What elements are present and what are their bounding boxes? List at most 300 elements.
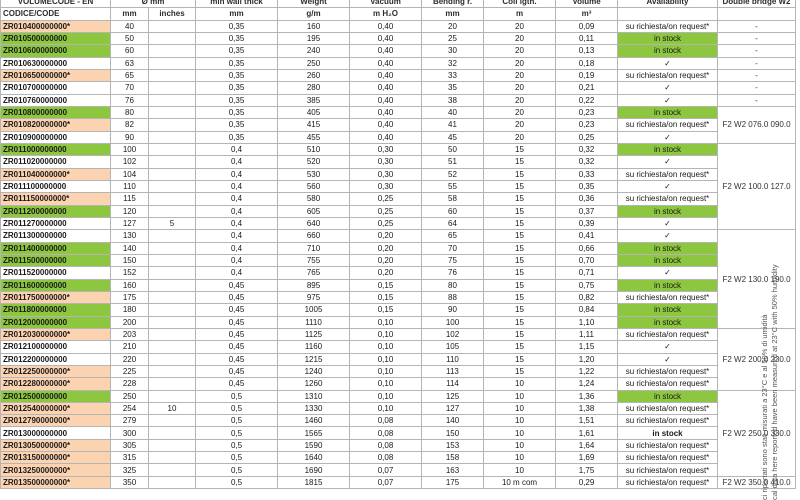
- table-row: [1, 328, 796, 340]
- table-row: [1, 143, 796, 155]
- col-header-diameter: Ø mm: [111, 0, 196, 8]
- col-header-bridge: Double bridge W2: [718, 0, 796, 8]
- diameter-mm-cell: 76: [111, 94, 149, 106]
- diameter-mm-cell: 70: [111, 82, 149, 94]
- unit-vacuum: m H₂O: [350, 8, 422, 20]
- side-note-it: ci riportati sono stati misurati a 23°C e al 50% di umidità: [760, 314, 769, 500]
- bending-cell: 35: [422, 82, 484, 94]
- vacuum-cell: 0,30: [350, 156, 422, 168]
- product-code-cell: ZR012100000000: [1, 341, 111, 353]
- wall-cell: 0,4: [196, 156, 278, 168]
- bending-cell: 33: [422, 69, 484, 81]
- availability-cell: in stock: [618, 32, 718, 44]
- product-code-cell: ZR013150000000*: [1, 452, 111, 464]
- diameter-mm-cell: 150: [111, 254, 149, 266]
- volume-cell: 0,35: [556, 180, 618, 192]
- diameter-mm-cell: 250: [111, 390, 149, 402]
- coil-cell: 15: [484, 230, 556, 242]
- diameter-mm-cell: 115: [111, 193, 149, 205]
- table-body: [1, 20, 796, 488]
- product-code-cell: ZR012030000000*: [1, 328, 111, 340]
- unit-inches: inches: [149, 8, 196, 20]
- table-row: [1, 205, 796, 217]
- volume-cell: 0,71: [556, 267, 618, 279]
- weight-cell: 1125: [278, 328, 350, 340]
- weight-cell: 530: [278, 168, 350, 180]
- side-note: [760, 40, 780, 500]
- diameter-mm-cell: 225: [111, 365, 149, 377]
- diameter-inch-cell: [149, 143, 196, 155]
- table-row: [1, 304, 796, 316]
- product-code-cell: ZR010760000000: [1, 94, 111, 106]
- coil-cell: 15: [484, 365, 556, 377]
- availability-cell: ✓: [618, 57, 718, 69]
- bridge-group-cell: F2 W2 100.0 127.0: [718, 143, 796, 229]
- weight-cell: 640: [278, 217, 350, 229]
- weight-cell: 765: [278, 267, 350, 279]
- diameter-inch-cell: [149, 267, 196, 279]
- diameter-inch-cell: [149, 57, 196, 69]
- diameter-inch-cell: [149, 304, 196, 316]
- table-row: [1, 415, 796, 427]
- wall-cell: 0,5: [196, 476, 278, 488]
- coil-cell: 10: [484, 452, 556, 464]
- availability-cell: su richiesta/on request*: [618, 20, 718, 32]
- weight-cell: 250: [278, 57, 350, 69]
- diameter-mm-cell: 300: [111, 427, 149, 439]
- diameter-mm-cell: 315: [111, 452, 149, 464]
- unit-wall: mm: [196, 8, 278, 20]
- bending-cell: 20: [422, 20, 484, 32]
- coil-cell: 20: [484, 69, 556, 81]
- wall-cell: 0,45: [196, 353, 278, 365]
- bending-cell: 150: [422, 427, 484, 439]
- diameter-inch-cell: [149, 94, 196, 106]
- availability-cell: in stock: [618, 45, 718, 57]
- wall-cell: 0,5: [196, 439, 278, 451]
- availability-cell: su richiesta/on request*: [618, 415, 718, 427]
- table-row: [1, 378, 796, 390]
- availability-cell: ✓: [618, 353, 718, 365]
- coil-cell: 10: [484, 402, 556, 414]
- bending-cell: 88: [422, 291, 484, 303]
- weight-cell: 1815: [278, 476, 350, 488]
- wall-cell: 0,4: [196, 205, 278, 217]
- availability-cell: ✓: [618, 131, 718, 143]
- table-row: [1, 353, 796, 365]
- bridge-group-cell: F2 W2 200.0 230.0: [718, 328, 796, 390]
- header-row-top: [1, 0, 796, 8]
- unit-weight: g/m: [278, 8, 350, 20]
- availability-cell: su richiesta/on request*: [618, 119, 718, 131]
- diameter-inch-cell: [149, 427, 196, 439]
- bending-cell: 58: [422, 193, 484, 205]
- wall-cell: 0,4: [196, 217, 278, 229]
- diameter-inch-cell: 5: [149, 217, 196, 229]
- coil-cell: 20: [484, 94, 556, 106]
- wall-cell: 0,45: [196, 365, 278, 377]
- vacuum-cell: 0,10: [350, 341, 422, 353]
- product-code-cell: ZR010400000000*: [1, 20, 111, 32]
- bending-cell: 45: [422, 131, 484, 143]
- bending-cell: 125: [422, 390, 484, 402]
- vacuum-cell: 0,25: [350, 217, 422, 229]
- product-code-cell: ZR011040000000*: [1, 168, 111, 180]
- table-row: [1, 106, 796, 118]
- table-row: [1, 82, 796, 94]
- bridge-cell: -: [718, 20, 796, 32]
- diameter-inch-cell: [149, 45, 196, 57]
- availability-cell: in stock: [618, 316, 718, 328]
- diameter-inch-cell: [149, 230, 196, 242]
- bridge-group-cell: F2 W2 130.0 190.0: [718, 230, 796, 329]
- coil-cell: 20: [484, 131, 556, 143]
- weight-cell: 455: [278, 131, 350, 143]
- weight-cell: 1565: [278, 427, 350, 439]
- bending-cell: 100: [422, 316, 484, 328]
- volume-cell: 0,18: [556, 57, 618, 69]
- coil-cell: 15: [484, 180, 556, 192]
- product-code-cell: ZR011400000000: [1, 242, 111, 254]
- availability-cell: su richiesta/on request*: [618, 452, 718, 464]
- wall-cell: 0,35: [196, 20, 278, 32]
- volume-cell: 0,13: [556, 45, 618, 57]
- table-row: [1, 168, 796, 180]
- wall-cell: 0,4: [196, 230, 278, 242]
- availability-cell: ✓: [618, 156, 718, 168]
- wall-cell: 0,35: [196, 69, 278, 81]
- coil-cell: 20: [484, 119, 556, 131]
- diameter-inch-cell: [149, 353, 196, 365]
- table-row: [1, 119, 796, 131]
- diameter-mm-cell: 50: [111, 32, 149, 44]
- coil-cell: 15: [484, 291, 556, 303]
- diameter-mm-cell: 82: [111, 119, 149, 131]
- volume-cell: 0,32: [556, 143, 618, 155]
- product-code-cell: ZR010500000000: [1, 32, 111, 44]
- product-code-cell: ZR012250000000*: [1, 365, 111, 377]
- vacuum-cell: 0,40: [350, 69, 422, 81]
- diameter-inch-cell: [149, 106, 196, 118]
- availability-cell: in stock: [618, 242, 718, 254]
- wall-cell: 0,45: [196, 378, 278, 390]
- vacuum-cell: 0,10: [350, 402, 422, 414]
- unit-mm: mm: [111, 8, 149, 20]
- coil-cell: 10: [484, 427, 556, 439]
- table-row: [1, 476, 796, 488]
- volume-cell: 1,61: [556, 427, 618, 439]
- product-code-cell: ZR011100000000: [1, 180, 111, 192]
- diameter-mm-cell: 65: [111, 69, 149, 81]
- wall-cell: 0,35: [196, 45, 278, 57]
- vacuum-cell: 0,40: [350, 119, 422, 131]
- diameter-mm-cell: 140: [111, 242, 149, 254]
- diameter-mm-cell: 63: [111, 57, 149, 69]
- bending-cell: 40: [422, 106, 484, 118]
- diameter-inch-cell: [149, 390, 196, 402]
- bridge-group-cell: F2 W2 250.0 330.0: [718, 390, 796, 476]
- coil-cell: 10 m com: [484, 476, 556, 488]
- vacuum-cell: 0,30: [350, 180, 422, 192]
- diameter-inch-cell: [149, 341, 196, 353]
- vacuum-cell: 0,30: [350, 143, 422, 155]
- wall-cell: 0,35: [196, 82, 278, 94]
- product-code-cell: ZR013050000000*: [1, 439, 111, 451]
- coil-cell: 20: [484, 106, 556, 118]
- unit-bending: mm: [422, 8, 484, 20]
- availability-cell: ✓: [618, 180, 718, 192]
- coil-cell: 15: [484, 304, 556, 316]
- weight-cell: 510: [278, 143, 350, 155]
- wall-cell: 0,4: [196, 143, 278, 155]
- table-row: [1, 316, 796, 328]
- coil-cell: 10: [484, 390, 556, 402]
- product-code-cell: ZR012280000000*: [1, 378, 111, 390]
- product-code-cell: ZR010630000000: [1, 57, 111, 69]
- volume-cell: 1,75: [556, 464, 618, 476]
- wall-cell: 0,45: [196, 328, 278, 340]
- vacuum-cell: 0,20: [350, 254, 422, 266]
- table-row: [1, 439, 796, 451]
- table-row: [1, 156, 796, 168]
- wall-cell: 0,4: [196, 254, 278, 266]
- availability-cell: su richiesta/on request*: [618, 439, 718, 451]
- diameter-inch-cell: [149, 180, 196, 192]
- weight-cell: 240: [278, 45, 350, 57]
- bending-cell: 41: [422, 119, 484, 131]
- vacuum-cell: 0,15: [350, 304, 422, 316]
- product-code-cell: ZR011300000000: [1, 230, 111, 242]
- diameter-inch-cell: [149, 205, 196, 217]
- diameter-mm-cell: 203: [111, 328, 149, 340]
- vacuum-cell: 0,25: [350, 205, 422, 217]
- weight-cell: 710: [278, 242, 350, 254]
- bending-cell: 65: [422, 230, 484, 242]
- volume-cell: 1,24: [556, 378, 618, 390]
- availability-cell: su richiesta/on request*: [618, 193, 718, 205]
- vacuum-cell: 0,08: [350, 427, 422, 439]
- table-row: [1, 230, 796, 242]
- wall-cell: 0,45: [196, 316, 278, 328]
- weight-cell: 1110: [278, 316, 350, 328]
- product-code-cell: ZR012500000000: [1, 390, 111, 402]
- table-row: [1, 131, 796, 143]
- table-row: [1, 390, 796, 402]
- bending-cell: 51: [422, 156, 484, 168]
- weight-cell: 1215: [278, 353, 350, 365]
- product-code-cell: ZR012790000000*: [1, 415, 111, 427]
- unit-code: CODICE/CODE: [1, 8, 111, 20]
- table-row: [1, 365, 796, 377]
- diameter-inch-cell: [149, 20, 196, 32]
- bending-cell: 32: [422, 57, 484, 69]
- coil-cell: 10: [484, 439, 556, 451]
- weight-cell: 1330: [278, 402, 350, 414]
- unit-volume: m³: [556, 8, 618, 20]
- bending-cell: 140: [422, 415, 484, 427]
- diameter-mm-cell: 130: [111, 230, 149, 242]
- volume-cell: 1,10: [556, 316, 618, 328]
- product-code-cell: ZR013000000000: [1, 427, 111, 439]
- vacuum-cell: 0,20: [350, 242, 422, 254]
- vacuum-cell: 0,40: [350, 106, 422, 118]
- unit-bridge: [718, 8, 796, 20]
- bridge-cell: -: [718, 45, 796, 57]
- wall-cell: 0,45: [196, 341, 278, 353]
- diameter-inch-cell: [149, 32, 196, 44]
- diameter-mm-cell: 210: [111, 341, 149, 353]
- diameter-inch-cell: [149, 119, 196, 131]
- availability-cell: su richiesta/on request*: [618, 476, 718, 488]
- volume-cell: 0,09: [556, 20, 618, 32]
- weight-cell: 195: [278, 32, 350, 44]
- bending-cell: 64: [422, 217, 484, 229]
- bending-cell: 110: [422, 353, 484, 365]
- weight-cell: 405: [278, 106, 350, 118]
- volume-cell: 0,11: [556, 32, 618, 44]
- availability-cell: in stock: [618, 427, 718, 439]
- wall-cell: 0,4: [196, 168, 278, 180]
- availability-cell: su richiesta/on request*: [618, 365, 718, 377]
- weight-cell: 520: [278, 156, 350, 168]
- weight-cell: 385: [278, 94, 350, 106]
- weight-cell: 280: [278, 82, 350, 94]
- diameter-mm-cell: 350: [111, 476, 149, 488]
- coil-cell: 15: [484, 353, 556, 365]
- col-header-coil: Coil lgth.: [484, 0, 556, 8]
- product-code-cell: ZR011520000000: [1, 267, 111, 279]
- product-code-cell: ZR010600000000: [1, 45, 111, 57]
- product-code-cell: ZR013250000000*: [1, 464, 111, 476]
- volume-cell: 0,23: [556, 119, 618, 131]
- product-code-cell: ZR010650000000*: [1, 69, 111, 81]
- weight-cell: 895: [278, 279, 350, 291]
- product-code-cell: ZR011020000000: [1, 156, 111, 168]
- weight-cell: 1240: [278, 365, 350, 377]
- diameter-mm-cell: 228: [111, 378, 149, 390]
- weight-cell: 1640: [278, 452, 350, 464]
- vacuum-cell: 0,40: [350, 94, 422, 106]
- volume-cell: 0,33: [556, 168, 618, 180]
- availability-cell: su richiesta/on request*: [618, 378, 718, 390]
- coil-cell: 20: [484, 32, 556, 44]
- table-row: [1, 57, 796, 69]
- availability-cell: su richiesta/on request*: [618, 69, 718, 81]
- coil-cell: 15: [484, 341, 556, 353]
- volume-cell: 0,70: [556, 254, 618, 266]
- diameter-inch-cell: [149, 316, 196, 328]
- table-row: [1, 180, 796, 192]
- wall-cell: 0,4: [196, 180, 278, 192]
- coil-cell: 15: [484, 242, 556, 254]
- table-row: [1, 94, 796, 106]
- table-row: [1, 217, 796, 229]
- vacuum-cell: 0,15: [350, 279, 422, 291]
- table-row: [1, 45, 796, 57]
- diameter-mm-cell: 254: [111, 402, 149, 414]
- weight-cell: 1460: [278, 415, 350, 427]
- diameter-inch-cell: [149, 365, 196, 377]
- weight-cell: 160: [278, 20, 350, 32]
- availability-cell: su richiesta/on request*: [618, 402, 718, 414]
- product-code-cell: ZR011600000000: [1, 279, 111, 291]
- vacuum-cell: 0,10: [350, 316, 422, 328]
- bridge-cell: -: [718, 32, 796, 44]
- bridge-cell: -: [718, 69, 796, 81]
- product-code-cell: ZR011150000000*: [1, 193, 111, 205]
- vacuum-cell: 0,40: [350, 131, 422, 143]
- volume-cell: 0,36: [556, 193, 618, 205]
- diameter-mm-cell: 60: [111, 45, 149, 57]
- diameter-mm-cell: 80: [111, 106, 149, 118]
- product-code-cell: ZR011750000000*: [1, 291, 111, 303]
- bridge-cell: -: [718, 57, 796, 69]
- coil-cell: 15: [484, 267, 556, 279]
- wall-cell: 0,5: [196, 415, 278, 427]
- availability-cell: in stock: [618, 304, 718, 316]
- diameter-mm-cell: 110: [111, 180, 149, 192]
- volume-cell: 0,29: [556, 476, 618, 488]
- coil-cell: 15: [484, 168, 556, 180]
- availability-cell: su richiesta/on request*: [618, 168, 718, 180]
- vacuum-cell: 0,10: [350, 328, 422, 340]
- product-code-cell: ZR013500000000*: [1, 476, 111, 488]
- wall-cell: 0,35: [196, 32, 278, 44]
- bending-cell: 30: [422, 45, 484, 57]
- diameter-inch-cell: [149, 242, 196, 254]
- vacuum-cell: 0,20: [350, 230, 422, 242]
- product-code-cell: ZR010800000000: [1, 106, 111, 118]
- wall-cell: 0,5: [196, 390, 278, 402]
- availability-cell: ✓: [618, 230, 718, 242]
- volume-cell: 1,69: [556, 452, 618, 464]
- wall-cell: 0,35: [196, 94, 278, 106]
- product-code-cell: ZR011200000000: [1, 205, 111, 217]
- volume-cell: 0,19: [556, 69, 618, 81]
- diameter-inch-cell: [149, 378, 196, 390]
- vacuum-cell: 0,10: [350, 353, 422, 365]
- volume-cell: 1,51: [556, 415, 618, 427]
- unit-coil: m: [484, 8, 556, 20]
- wall-cell: 0,35: [196, 131, 278, 143]
- volume-cell: 0,41: [556, 230, 618, 242]
- bending-cell: 127: [422, 402, 484, 414]
- product-code-cell: ZR010700000000: [1, 82, 111, 94]
- table-row: [1, 402, 796, 414]
- vacuum-cell: 0,07: [350, 476, 422, 488]
- volume-cell: 0,66: [556, 242, 618, 254]
- weight-cell: 260: [278, 69, 350, 81]
- wall-cell: 0,4: [196, 267, 278, 279]
- coil-cell: 15: [484, 143, 556, 155]
- weight-cell: 560: [278, 180, 350, 192]
- bending-cell: 105: [422, 341, 484, 353]
- volume-cell: 1,38: [556, 402, 618, 414]
- weight-cell: 605: [278, 205, 350, 217]
- coil-cell: 15: [484, 254, 556, 266]
- table-row: [1, 427, 796, 439]
- col-header-bending: Bending r.: [422, 0, 484, 8]
- bending-cell: 50: [422, 143, 484, 155]
- product-code-cell: ZR011270000000: [1, 217, 111, 229]
- volume-cell: 0,84: [556, 304, 618, 316]
- vacuum-cell: 0,10: [350, 365, 422, 377]
- vacuum-cell: 0,25: [350, 193, 422, 205]
- diameter-inch-cell: [149, 254, 196, 266]
- diameter-inch-cell: [149, 415, 196, 427]
- volume-cell: 0,39: [556, 217, 618, 229]
- table-row: [1, 254, 796, 266]
